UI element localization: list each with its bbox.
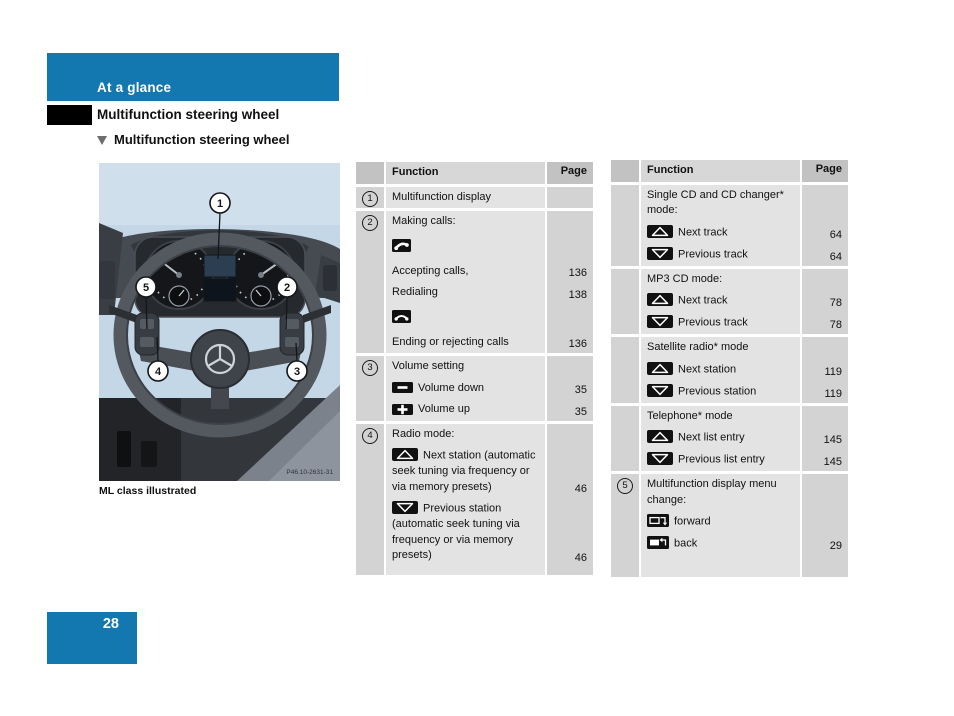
function-cell [641,222,800,244]
function-label: Ending or rejecting calls [392,335,509,348]
page-ref-cell: 145 [802,449,848,471]
filler-cell [641,555,800,577]
function-label: Radio mode: [392,427,455,440]
function-cell [641,381,800,403]
page-ref-cell [802,337,848,359]
arrow-up-icon [647,430,673,443]
function-table-right [611,160,848,577]
function-cell [386,445,545,498]
function-cell [641,359,800,381]
function-label: Previous station [678,385,757,397]
function-label: MP3 CD mode: [647,272,723,285]
row-number-cell [611,312,639,334]
row-number-cell [611,359,639,381]
row-number-cell [356,282,384,304]
steering-wheel-illustration [99,163,340,481]
function-cell [641,244,800,266]
function-cell [641,290,800,312]
table-header-row [611,160,848,182]
arrow-up-icon [392,448,418,461]
svg-text:4: 4 [154,366,162,378]
row-number-cell [356,261,384,283]
display-forward-icon [647,514,669,527]
function-label: Previous track [678,316,748,329]
page-ref-cell [802,511,848,533]
header-function-cell: Function [641,160,800,182]
row-number-cell [356,187,384,209]
function-cell [641,337,800,359]
function-cell [386,282,545,304]
function-cell [386,399,545,421]
function-label: Next track [678,226,728,238]
header-page-cell: Page [802,160,848,182]
function-cell [386,378,545,400]
function-cell [386,187,545,209]
page-ref-cell [547,211,593,233]
function-label: Multifunction display [392,190,492,203]
subsection-title: Multifunction steering wheel [114,132,290,147]
header-function-cell: Function [386,162,545,184]
page-ref-cell [802,269,848,291]
function-label: Volume up [418,403,470,415]
function-cell [641,269,800,291]
function-label: Satellite radio* mode [647,341,749,353]
function-label: Next list entry [678,431,745,444]
row-number-cell [611,511,639,533]
row-number-cell [356,332,384,354]
callout-2 [277,277,297,297]
arrow-down-icon [392,501,418,514]
page-ref-cell: 119 [802,359,848,381]
page-ref-cell: 29 [802,533,848,555]
svg-text:2: 2 [283,282,291,294]
function-cell [386,304,545,332]
svg-text:3: 3 [293,366,301,378]
function-cell [641,427,800,449]
row-number-cell [611,474,639,511]
function-label: Previous track [678,248,748,260]
row-number-cell [611,222,639,244]
table-row-group [356,356,593,421]
function-cell [641,449,800,471]
page-ref-cell [547,424,593,446]
page-ref-cell: 64 [802,244,848,266]
table-header-row [356,162,593,184]
table-row-group [356,187,593,209]
function-cell [386,498,545,567]
function-label: Next station [678,363,737,375]
callout-5 [136,277,156,297]
row-number-cell [611,381,639,403]
row-number-cell [356,424,384,446]
function-cell [386,356,545,378]
page-ref-cell: 138 [547,282,593,304]
function-cell [386,211,545,233]
row-number-cell [356,445,384,498]
svg-text:1: 1 [216,198,224,210]
page-ref-cell [547,233,593,261]
arrow-down-icon [647,315,673,328]
function-label: Single CD and CD changer* mode: [647,188,784,216]
page-ref-cell: 46 [547,498,593,567]
item-number-badge: 5 [617,478,633,494]
page-ref-cell: 78 [802,290,848,312]
function-label: Volume setting [392,360,465,372]
row-number-cell [611,449,639,471]
page-number-box [47,612,137,664]
item-number-badge: 3 [362,360,378,376]
table-row-group [611,337,848,403]
filler-cell [547,567,593,575]
page-ref-cell: 136 [547,261,593,283]
item-number-badge: 2 [362,215,378,231]
arrow-up-icon [647,362,673,375]
row-number-cell [611,533,639,555]
function-cell [641,511,800,533]
svg-text:5: 5 [142,282,150,294]
row-number-cell [356,304,384,332]
row-number-cell [356,233,384,261]
row-number-cell [611,244,639,266]
arrow-up-icon [647,225,673,238]
page-ref-cell [547,356,593,378]
page-ref-cell: 64 [802,222,848,244]
page-ref-cell: 136 [547,332,593,354]
section-title: Multifunction steering wheel [97,107,280,122]
arrow-up-icon [647,293,673,306]
function-label: Making calls: [392,215,456,227]
function-label: forward [674,515,711,528]
function-label: Telephone* mode [647,409,733,422]
page-ref-cell [802,406,848,428]
arrow-down-icon [647,384,673,397]
function-label: Next station (automatic seek tuning via frequency or via memory presets) [392,449,536,493]
function-label: Multifunction display menu change: [647,478,777,506]
row-number-cell [356,378,384,400]
filler-cell [386,567,545,575]
item-number-badge: 1 [362,191,378,207]
function-label: Volume down [418,381,485,394]
page-number: 28 [102,616,119,632]
row-number-cell [611,269,639,291]
page-ref-cell: 119 [802,381,848,403]
page-ref-cell [547,304,593,332]
function-label: Next track [678,294,728,307]
row-number-cell [356,356,384,378]
row-number-cell [356,399,384,421]
header-num-cell [611,160,639,182]
row-number-cell [611,185,639,222]
function-cell [641,474,800,511]
figure-watermark: P46.10-2631-31 [286,469,333,476]
page-ref-cell: 35 [547,399,593,421]
table-row-group [356,424,593,575]
function-cell [641,533,800,555]
row-number-cell [611,427,639,449]
page-ref-cell [802,474,848,511]
row-number-cell [611,337,639,359]
row-number-cell [356,211,384,233]
function-table-left [356,162,593,575]
table-row-group [611,269,848,335]
filler-cell [611,555,639,577]
phone-accept-icon [392,239,411,252]
chapter-banner [47,53,339,101]
callout-1 [210,193,230,213]
function-cell [386,424,545,446]
function-label: Accepting calls, [392,264,469,277]
phone-end-icon [392,310,411,323]
page-ref-cell: 35 [547,378,593,400]
row-number-cell [611,406,639,428]
page-ref-cell: 145 [802,427,848,449]
section-marker-bar [47,105,92,125]
header-page-cell: Page [547,162,593,184]
row-number-cell [356,498,384,567]
function-cell [641,312,800,334]
filler-cell [356,567,384,575]
function-cell [386,332,545,354]
page-ref-cell: 78 [802,312,848,334]
item-number-badge: 4 [362,428,378,444]
table-row-group [356,211,593,353]
function-label: back [674,537,698,550]
function-label: Redialing [392,286,438,298]
function-cell [386,233,545,261]
figure-caption: ML class illustrated [99,485,197,497]
subsection-heading [97,132,290,147]
chapter-title: At a glance [97,80,172,95]
function-label: Previous list entry [678,453,765,466]
row-number-cell [611,290,639,312]
page-ref-cell: 46 [547,445,593,498]
arrow-down-icon [647,452,673,465]
page-ref-cell [802,185,848,222]
right-button-pod [280,313,304,355]
page-ref-cell [547,187,593,209]
filler-cell [802,555,848,577]
arrow-down-icon [647,247,673,260]
table-row-group [611,185,848,266]
table-row-group [611,406,848,472]
function-cell [386,261,545,283]
function-cell [641,406,800,428]
header-num-cell [356,162,384,184]
callout-3 [287,361,307,381]
callout-4 [148,361,168,381]
table-row-group [611,474,848,577]
volume-down-icon [392,382,413,393]
function-cell [641,185,800,222]
display-back-icon [647,536,669,549]
function-label: Previous station (automatic seek tuning via frequency or via memory presets) [392,502,520,561]
volume-up-icon [392,404,413,415]
triangle-down-icon [97,136,107,145]
